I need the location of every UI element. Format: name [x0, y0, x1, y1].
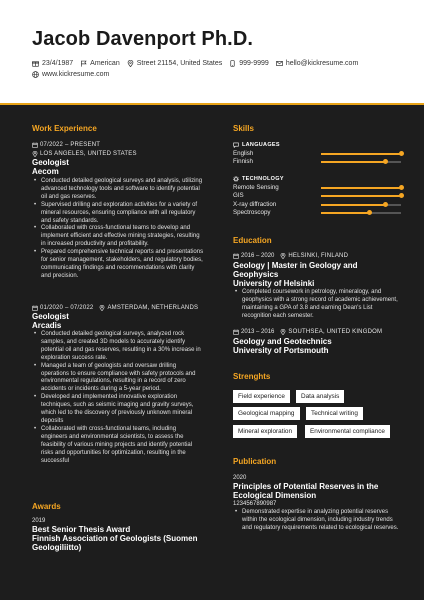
skill-bar	[321, 161, 401, 163]
edu-2-location: SOUTHSEA, UNITED KINGDOM	[288, 329, 383, 335]
job-2-dates-text: 01/2020 – 07/2022	[40, 305, 94, 311]
map-pin-icon	[32, 151, 38, 157]
publication-bullets	[233, 509, 401, 533]
strength-tag: Data analysis	[296, 390, 344, 403]
job-2-bullets	[32, 331, 202, 465]
skills-heading: Skills	[233, 124, 254, 133]
skill-gis	[233, 192, 401, 200]
contact-row	[32, 60, 365, 67]
edu-2-dates: 2013 – 2016	[241, 329, 275, 335]
strength-tag: Geological mapping	[233, 407, 300, 420]
edu-1-dates: 2016 – 2020	[241, 253, 275, 259]
phone-icon	[229, 60, 236, 67]
publication-title: Principles of Potential Reserves in the Ecological Dimension	[233, 482, 379, 500]
strengths-heading: Strenghts	[233, 372, 271, 381]
skill-spectroscopy	[233, 209, 401, 217]
list-item: • Conducted detailed geological surveys and analysis, utilizing advanced technology tools and software to identify potential oil and gas reserves.	[32, 178, 204, 202]
map-pin-icon	[99, 305, 105, 311]
award-1-name: Best Senior Thesis Award	[32, 525, 131, 534]
skill-level-dot	[383, 159, 388, 164]
list-item: • Developed and implemented innovative exploration techniques, such as seismic imaging and gravity surveys, which led to the discovery of previously unknown mineral deposits	[32, 394, 202, 426]
job-1-bullets	[32, 178, 204, 281]
strength-tag: Environmental compliance	[305, 425, 390, 438]
edu-1-description-list	[233, 289, 398, 321]
birthdate-text: 23/4/1987	[42, 60, 74, 67]
skill-level-dot	[383, 202, 388, 207]
address-text: Street 21154, United States	[136, 60, 223, 67]
award-1-year: 2019	[32, 518, 46, 524]
skill-name: Remote Sensing	[233, 184, 279, 191]
flag-icon	[80, 60, 87, 67]
skill-name: X-ray diffraction	[233, 201, 277, 208]
speech-bubble-icon	[233, 142, 239, 148]
list-item: • Conducted detailed geological surveys, analyzed rock samples, and created 3D models to accurately identify potential oil and gas reserves, resulting in a 30% increase in exploration success rate.	[32, 331, 202, 363]
edu-1-school: University of Helsinki	[233, 279, 315, 288]
job-1-dates-text: 07/2022 – PRESENT	[40, 142, 101, 148]
calendar-icon	[32, 142, 38, 148]
map-pin-icon	[280, 253, 286, 259]
edu-2-meta	[233, 329, 382, 335]
work-experience-heading: Work Experience	[32, 124, 97, 133]
publication-isbn: 1234567890987	[233, 501, 277, 507]
website-link[interactable]: www.kickresume.com	[42, 71, 110, 78]
skill-bar	[321, 204, 401, 206]
edu-1-location: HELSINKI, FINLAND	[288, 253, 349, 259]
strength-tag: Mineral exploration	[233, 425, 297, 438]
awards-heading: Awards	[32, 502, 61, 511]
calendar-icon	[233, 253, 239, 259]
email-link[interactable]: hello@kickresume.com	[285, 60, 359, 67]
publication-year: 2020	[233, 475, 247, 481]
strength-tag: Field experience	[233, 390, 290, 403]
calendar-icon	[233, 329, 239, 335]
strength-tag: Technical writing	[306, 407, 363, 420]
nationality-item	[80, 60, 120, 67]
phone-item	[229, 60, 269, 67]
job-1-location	[32, 151, 137, 157]
skill-name: GIS	[233, 192, 244, 199]
skill-bar	[321, 153, 401, 155]
job-2-position: Geologist	[32, 312, 69, 321]
skill-level-dot	[367, 210, 372, 215]
skill-bar	[321, 195, 401, 197]
resume-header	[0, 0, 424, 103]
address-item	[127, 60, 222, 67]
edu-2-degree: Geology and Geotechnics	[233, 337, 332, 346]
job-1-location-text: LOS ANGELES, UNITED STATES	[40, 151, 137, 157]
nationality-text: American	[90, 60, 120, 67]
mail-icon	[276, 60, 283, 67]
publication-heading: Publication	[233, 457, 277, 466]
award-1-org: Finnish Association of Geologists (Suomen Geologiliitto)	[32, 534, 198, 552]
skill-level-dot	[399, 193, 404, 198]
skill-level-dot	[399, 151, 404, 156]
birthdate-item	[32, 60, 73, 67]
skill-name: English	[233, 150, 254, 157]
job-2-location-text: AMSTERDAM, NETHERLANDS	[107, 305, 199, 311]
list-item: • Collaborated with cross-functional teams, including engineers and environmental scientists, to assess the feasibility of various mining projects and identify potential risks and opportunities for optimization, resulting in the successful	[32, 426, 202, 466]
skill-level-dot	[399, 185, 404, 190]
list-item: • Collaborated with cross-functional teams to develop and implement efficient and effective mining strategies, resulting in increased productivity and profitability.	[32, 225, 204, 249]
list-item: • Supervised drilling and exploration activities for a variety of mineral resources, ensuring compliance with all regulatory and safety standards.	[32, 202, 204, 226]
skill-bar	[321, 187, 401, 189]
gift-icon	[32, 60, 39, 67]
edu-1-degree: Geology | Master in Geology and Geophysics	[233, 261, 358, 279]
map-pin-icon	[127, 60, 134, 67]
skill-name: Finnish	[233, 158, 253, 165]
job-2-dates	[32, 305, 198, 311]
gear-icon	[233, 176, 239, 182]
map-pin-icon	[280, 329, 286, 335]
languages-label: LANGUAGES	[233, 142, 280, 148]
list-item: • Prepared comprehensive technical reports and presentations for senior management, stakeholders, and regulatory bodies, communicating findings and recommendations with clarity and precision.	[32, 249, 204, 281]
edu-1-meta	[233, 253, 348, 259]
skill-english	[233, 150, 401, 158]
technology-label: TECHNOLOGY	[233, 176, 284, 182]
globe-icon	[32, 71, 39, 78]
candidate-name: Jacob Davenport Ph.D.	[32, 28, 254, 50]
list-item: • Completed coursework in petrology, mineralogy, and geophysics with a strong record of academic achievement, maintaining a GPA of 3.8 and earning Dean's List recognition each semester.	[233, 289, 398, 321]
email-item[interactable]	[276, 60, 358, 67]
calendar-icon	[32, 305, 38, 311]
skill-bar	[321, 212, 401, 214]
education-heading: Education	[233, 236, 272, 245]
edu-2-school: University of Portsmouth	[233, 346, 329, 355]
skill-xray	[233, 201, 401, 209]
list-item: • Managed a team of geologists and oversaw drilling operations to ensure compliance with safety protocols and environmental regulations, resulting in a record of zero accidents or incidents during a 5-year period.	[32, 363, 202, 395]
job-1-position: Geologist	[32, 158, 69, 167]
phone-text: 999-9999	[239, 60, 269, 67]
job-2-company: Arcadis	[32, 321, 62, 330]
skill-finnish	[233, 158, 401, 166]
website-item[interactable]	[32, 71, 109, 78]
skill-name: Spectroscopy	[233, 209, 271, 216]
website-row	[32, 71, 116, 78]
list-item: • Demonstrated expertise in analyzing potential reserves within the ecological dimension, including industry trends and regulatory requirements related to ecological reserves.	[233, 509, 401, 533]
skill-remote-sensing	[233, 184, 401, 192]
job-1-dates	[32, 142, 100, 148]
job-1-company: Aecom	[32, 167, 59, 176]
